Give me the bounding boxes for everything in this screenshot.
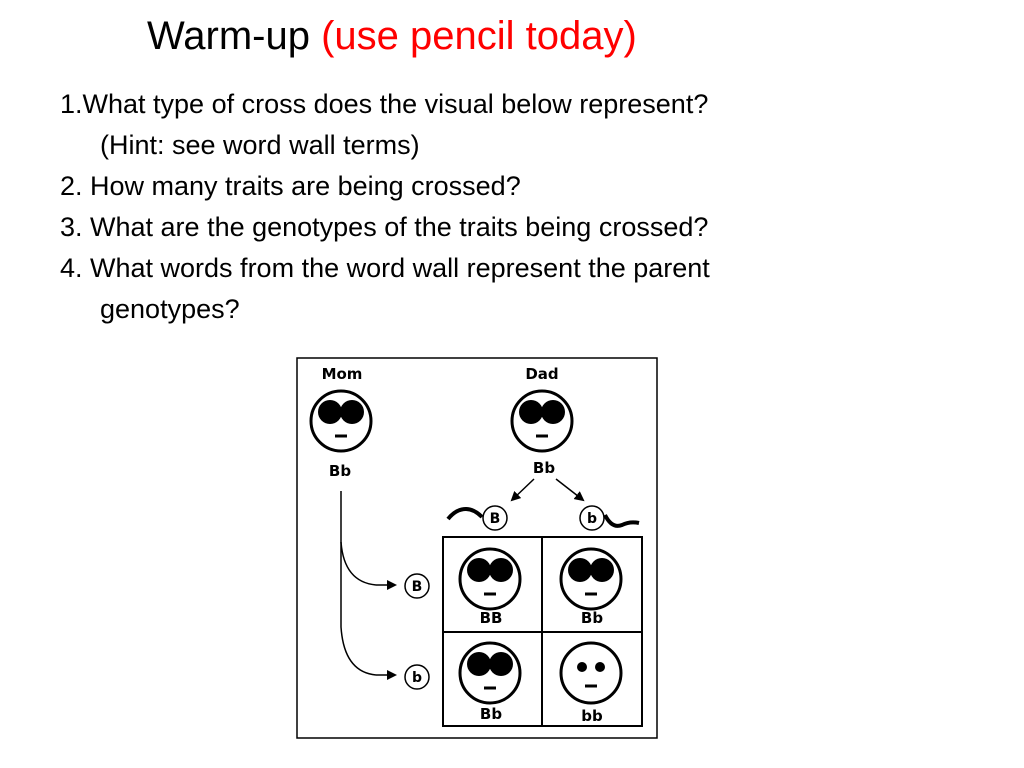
question-3: 3. What are the genotypes of the traits being crossed? [60,212,709,242]
dad-face-icon [512,391,572,451]
question-4: 4. What words from the word wall represent the parent [60,253,710,283]
mom-allele-2: b [411,670,423,686]
mom-label: Mom [321,365,363,383]
offspring-face-icon-bb-recessive [561,643,621,703]
offspring-genotype-3: Bb [479,705,503,723]
mom-genotype: Bb [328,462,352,480]
punnett-square-figure [296,357,658,739]
question-2: 2. How many traits are being crossed? [60,171,521,201]
dad-label: Dad [525,365,559,383]
slide-title [147,10,637,62]
offspring-face-icon-bb-hetero-1 [561,549,621,609]
question-list [60,84,960,330]
dad-genotype: Bb [532,459,556,477]
dad-allele-2: b [586,511,598,527]
offspring-genotype-4: bb [581,707,603,725]
mom-allele-1: B [411,579,423,595]
title-note: (use pencil today) [321,14,637,58]
question-1: 1.What type of cross does the visual below represent? [60,89,709,119]
offspring-genotype-1: BB [479,609,503,627]
offspring-face-icon-bb-hetero-2 [460,643,520,703]
question-1-hint: (Hint: see word wall terms) [100,130,420,160]
dad-allele-1: B [489,511,501,527]
question-4-continued: genotypes? [100,294,240,324]
offspring-face-icon-bb-dominant [460,549,520,609]
mom-face-icon [311,391,371,451]
title-main: Warm-up [147,14,310,58]
offspring-genotype-2: Bb [580,609,604,627]
